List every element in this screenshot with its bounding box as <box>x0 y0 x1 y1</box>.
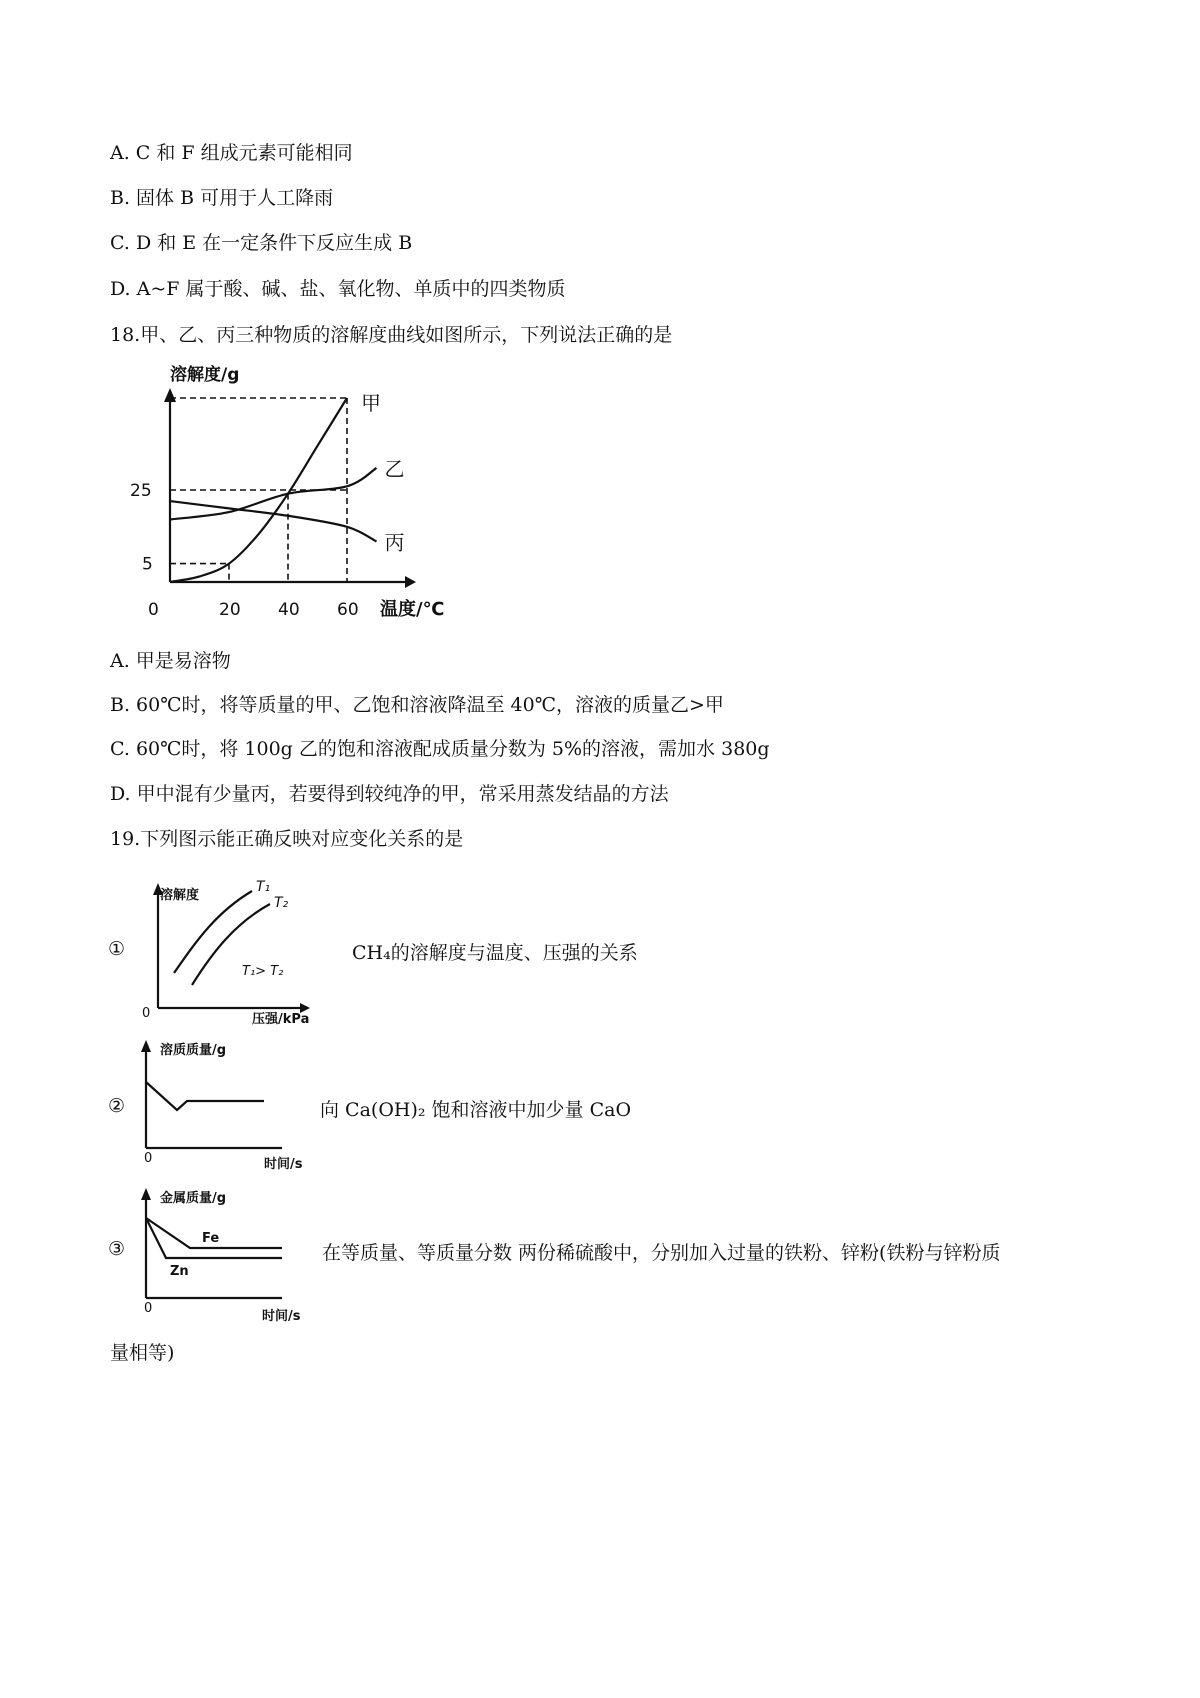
origin-label: 0 <box>144 1151 153 1166</box>
series-yi-curve <box>170 468 377 520</box>
q17-option-d: D. A~F 属于酸、碱、盐、氧化物、单质中的四类物质 <box>110 278 566 300</box>
x-axis-label: 温度/℃ <box>380 599 445 620</box>
item-2-caption: 向 Ca(OH)₂ 饱和溶液中加少量 CaO <box>320 1099 632 1121</box>
y-axis-arrow <box>141 1188 151 1200</box>
x-tick-0: 0 <box>148 600 159 620</box>
label-t1: T₁ <box>256 879 271 895</box>
calcium-hydroxide-graph <box>132 1030 332 1170</box>
y-axis-label: 金属质量/g <box>160 1191 227 1206</box>
item-3-caption: 在等质量、等质量分数 两份稀硫酸中，分别加入过量的铁粉、锌粉(铁粉与锌粉质 <box>322 1242 1001 1264</box>
q19-stem: 19.下列图示能正确反映对应变化关系的是 <box>110 828 464 850</box>
q17-option-a: A. C 和 F 组成元素可能相同 <box>110 142 353 164</box>
series-label-yi: 乙 <box>384 456 405 481</box>
q18-option-c: C. 60℃时，将 100g 乙的饱和溶液配成质量分数为 5%的溶液，需加水 380g <box>110 738 770 760</box>
x-axis-label: 压强/kPa <box>252 1012 310 1027</box>
y-axis-arrow <box>164 388 176 402</box>
y-axis-label: 溶质质量/g <box>160 1043 227 1058</box>
x-axis-label: 时间/s <box>262 1309 301 1324</box>
q18-option-a: A. 甲是易溶物 <box>110 650 231 672</box>
item-3-caption-continued: 量相等) <box>110 1342 175 1364</box>
x-tick-20: 20 <box>219 600 241 620</box>
label-fe: Fe <box>202 1231 220 1246</box>
y-axis-arrow <box>141 1040 151 1052</box>
q18-option-b: B. 60℃时，将等质量的甲、乙饱和溶液降温至 40℃，溶液的质量乙>甲 <box>110 694 724 716</box>
item-3-number: ③ <box>108 1238 126 1260</box>
series-bing-curve <box>170 501 377 541</box>
item-1-caption: CH₄的溶解度与温度、压强的关系 <box>352 942 638 964</box>
item-1-number: ① <box>108 938 126 960</box>
curve-t1 <box>174 891 252 973</box>
y-tick-5: 5 <box>142 554 153 575</box>
origin-label: 0 <box>144 1301 153 1316</box>
solubility-chart <box>130 360 500 660</box>
y-axis-label: 溶解度/g <box>170 365 240 385</box>
q17-option-b: B. 固体 B 可用于人工降雨 <box>110 187 334 209</box>
q17-option-c: C. D 和 E 在一定条件下反应生成 B <box>110 232 413 254</box>
y-tick-25: 25 <box>130 481 152 501</box>
series-label-jia: 甲 <box>361 391 381 415</box>
series-label-bing: 丙 <box>384 530 405 555</box>
q18-option-d: D. 甲中混有少量丙，若要得到较纯净的甲，常采用蒸发结晶的方法 <box>110 783 669 805</box>
condition-note: T₁> T₂ <box>242 964 284 979</box>
mass-curve <box>146 1082 264 1110</box>
x-tick-40: 40 <box>278 600 300 620</box>
q18-stem: 18.甲、乙、丙三种物质的溶解度曲线如图所示，下列说法正确的是 <box>110 324 673 346</box>
ch4-solubility-graph <box>140 873 340 1027</box>
metal-mass-graph <box>132 1178 332 1323</box>
origin-label: 0 <box>142 1006 151 1021</box>
x-tick-60: 60 <box>337 600 359 620</box>
y-axis-label: 溶解度 <box>160 888 200 903</box>
label-t2: T₂ <box>274 895 289 911</box>
item-2-number: ② <box>108 1095 126 1117</box>
label-zn: Zn <box>170 1264 189 1279</box>
x-axis-label: 时间/s <box>264 1157 303 1172</box>
x-axis-arrow <box>405 576 416 588</box>
